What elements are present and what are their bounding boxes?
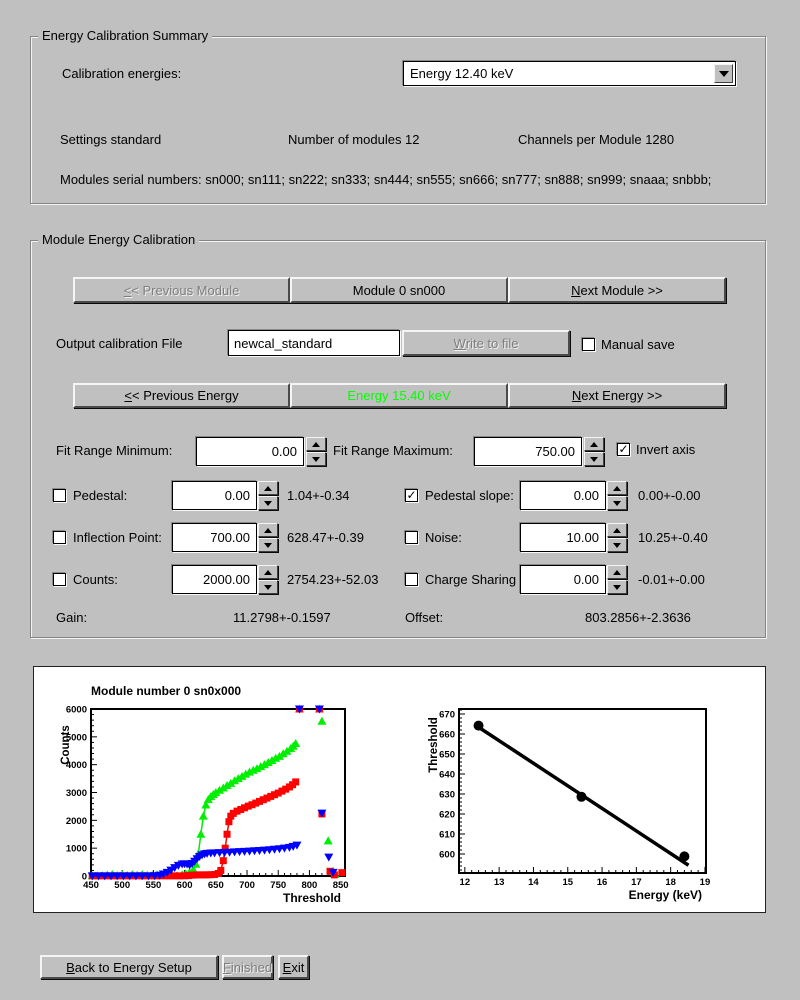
counts-label: Counts:: [73, 572, 118, 587]
svg-text:1000: 1000: [65, 843, 87, 855]
arrow-up-icon: [613, 486, 621, 491]
svg-text:16: 16: [596, 877, 608, 888]
energy-select-arrow-button[interactable]: [714, 64, 733, 83]
spin-up-button[interactable]: [258, 565, 278, 579]
back-to-energy-setup-button[interactable]: B ack to Energy Setup: [40, 955, 218, 979]
arrow-up-icon: [613, 528, 621, 533]
pedestal-slope-label: Pedestal slope:: [425, 488, 514, 503]
svg-text:15: 15: [562, 877, 574, 888]
inflection-label: Inflection Point:: [73, 530, 162, 545]
invert-axis-label: Invert axis: [636, 442, 696, 457]
current-energy-button[interactable]: Energy 15.40 keV: [290, 383, 508, 408]
spin-down-button[interactable]: [607, 496, 627, 510]
settings-label: Settings standard: [60, 132, 162, 147]
current-module-button[interactable]: Module 0 sn000: [290, 277, 508, 303]
svg-text:800: 800: [301, 880, 318, 891]
pedestal-label: Pedestal:: [73, 488, 128, 503]
calibration-energies-label: Calibration energies:: [62, 66, 182, 81]
spin-down-button[interactable]: [258, 538, 278, 552]
svg-text:Threshold: Threshold: [282, 891, 341, 905]
svg-text:Energy (keV): Energy (keV): [628, 888, 702, 902]
manual-save-label: Manual save: [601, 337, 675, 352]
left-plot-threshold-scan: [60, 684, 349, 905]
gain-label: Gain:: [56, 610, 88, 625]
spin-up-button[interactable]: [306, 437, 326, 451]
svg-text:610: 610: [439, 829, 455, 841]
noise-result: 10.25+-0.40: [638, 530, 708, 545]
svg-text:Counts: Counts: [60, 725, 72, 765]
charge-sharing-spinner: [607, 565, 627, 594]
gain-value: 11.2798+-0.1597: [233, 610, 331, 625]
svg-text:0: 0: [81, 871, 87, 883]
arrow-down-icon: [264, 501, 272, 506]
charge-sharing-label: Charge Sharing: [425, 572, 517, 587]
exit-button[interactable]: E xit: [278, 955, 309, 979]
spin-up-button[interactable]: [258, 523, 278, 537]
svg-text:5000: 5000: [65, 732, 87, 744]
manual-save-checkbox[interactable]: [582, 338, 595, 351]
svg-text:18: 18: [665, 877, 676, 888]
arrow-up-icon: [264, 528, 272, 533]
svg-text:600: 600: [176, 880, 193, 891]
spin-down-button[interactable]: [258, 580, 278, 594]
svg-text:2000: 2000: [65, 815, 87, 827]
next-energy-button[interactable]: N ext Energy >>: [508, 383, 726, 408]
spin-up-button[interactable]: [584, 437, 604, 451]
spin-up-button[interactable]: [258, 481, 278, 495]
svg-text:670: 670: [439, 709, 455, 721]
svg-text:13: 13: [493, 877, 505, 888]
inflection-spinner: [258, 523, 278, 552]
arrow-up-icon: [613, 570, 621, 575]
finished-button[interactable]: F inished: [222, 955, 273, 979]
energy-select[interactable]: [403, 61, 736, 86]
inflection-checkbox[interactable]: [53, 531, 66, 544]
output-file-label: Output calibration File: [56, 336, 183, 351]
svg-text:19: 19: [699, 877, 711, 888]
svg-text:6000: 6000: [65, 704, 87, 716]
svg-text:550: 550: [145, 880, 162, 891]
charge-sharing-checkbox[interactable]: [405, 573, 418, 586]
pedestal-slope-input[interactable]: [520, 481, 606, 510]
inflection-result: 628.47+-0.39: [287, 530, 364, 545]
output-file-input[interactable]: [228, 330, 400, 356]
write-to-file-button[interactable]: W rite to file: [402, 330, 570, 356]
num-modules-label: Number of modules 12: [288, 132, 420, 147]
pedestal-slope-spinner: [607, 481, 627, 510]
svg-text:660: 660: [439, 729, 455, 741]
svg-text:700: 700: [239, 880, 255, 891]
channels-per-module-label: Channels per Module 1280: [518, 132, 675, 147]
spin-down-button[interactable]: [258, 496, 278, 510]
noise-label: Noise:: [425, 530, 462, 545]
noise-spinner: [607, 523, 627, 552]
svg-text:14: 14: [528, 877, 539, 888]
noise-input[interactable]: [520, 523, 606, 552]
previous-energy-button[interactable]: < < Previous Energy: [73, 383, 290, 408]
svg-text:450: 450: [83, 880, 99, 891]
pedestal-spinner: [258, 481, 278, 510]
spin-up-button[interactable]: [607, 565, 627, 579]
spin-down-button[interactable]: [607, 580, 627, 594]
chevron-down-icon: [719, 71, 729, 77]
svg-text:630: 630: [439, 789, 455, 801]
charge-sharing-result: -0.01+-0.00: [638, 572, 705, 587]
spin-up-button[interactable]: [607, 523, 627, 537]
counts-input[interactable]: [172, 565, 257, 594]
serial-numbers-label: Modules serial numbers: sn000; sn111; sn222; sn333; sn444; sn555; sn666; sn777; sn888; sn999; snaaa; snbbb;: [60, 172, 712, 187]
fit-range-min-input[interactable]: [196, 437, 304, 466]
svg-text:Threshold: Threshold: [428, 717, 440, 773]
arrow-down-icon: [613, 543, 621, 548]
fit-range-max-label: Fit Range Maximum:: [333, 443, 453, 458]
arrow-down-icon: [264, 543, 272, 548]
svg-text:850: 850: [332, 880, 349, 891]
fit-range-min-spinner: [306, 437, 326, 466]
svg-text:12: 12: [459, 877, 471, 888]
plot-canvas: [33, 666, 766, 913]
svg-text:750: 750: [270, 880, 287, 891]
arrow-up-icon: [312, 442, 320, 447]
module-calibration-group-title: Module Energy Calibration: [38, 233, 199, 247]
arrow-down-icon: [590, 457, 598, 462]
right-plot-threshold-vs-energy: [428, 709, 710, 902]
arrow-up-icon: [264, 570, 272, 575]
arrow-up-icon: [264, 486, 272, 491]
energy-select-value: Energy 12.40 keV: [410, 66, 514, 81]
noise-checkbox[interactable]: [405, 531, 418, 544]
spin-up-button[interactable]: [607, 481, 627, 495]
plots-svg: [34, 667, 765, 912]
next-module-button[interactable]: N ext Module >>: [508, 277, 726, 303]
previous-module-button[interactable]: < < Previous Module: [73, 277, 290, 303]
pedestal-input[interactable]: [172, 481, 257, 510]
pedestal-checkbox[interactable]: [53, 489, 66, 502]
arrow-up-icon: [590, 442, 598, 447]
pedestal-slope-result: 0.00+-0.00: [638, 488, 701, 503]
spin-down-button[interactable]: [607, 538, 627, 552]
offset-value: 803.2856+-2.3636: [585, 610, 691, 625]
invert-axis-checkbox[interactable]: ✓: [618, 442, 629, 456]
offset-label: Offset:: [405, 610, 444, 625]
arrow-down-icon: [613, 501, 621, 506]
summary-group-title: Energy Calibration Summary: [38, 29, 212, 43]
spin-down-button[interactable]: [306, 452, 326, 466]
fit-range-max-input[interactable]: [474, 437, 582, 466]
arrow-down-icon: [264, 585, 272, 590]
arrow-down-icon: [312, 457, 320, 462]
svg-text:3000: 3000: [65, 788, 87, 799]
svg-text:650: 650: [207, 880, 224, 891]
svg-text:650: 650: [439, 749, 455, 761]
svg-text:600: 600: [439, 849, 455, 861]
spin-down-button[interactable]: [584, 452, 604, 466]
counts-spinner: [258, 565, 278, 594]
pedestal-result: 1.04+-0.34: [287, 488, 350, 503]
counts-result: 2754.23+-52.03: [287, 572, 379, 587]
svg-text:4000: 4000: [65, 760, 87, 772]
pedestal-slope-checkbox[interactable]: ✓: [406, 488, 417, 502]
svg-text:640: 640: [439, 769, 455, 781]
inflection-input[interactable]: [172, 523, 257, 552]
svg-text:17: 17: [631, 877, 642, 888]
svg-text:500: 500: [114, 880, 131, 891]
counts-checkbox[interactable]: [53, 573, 66, 586]
arrow-down-icon: [613, 585, 621, 590]
fit-range-max-spinner: [584, 437, 604, 466]
svg-text:620: 620: [439, 809, 455, 821]
svg-text:Module number 0 sn0x000: Module number 0 sn0x000: [91, 684, 242, 698]
charge-sharing-input[interactable]: [520, 565, 606, 594]
fit-range-min-label: Fit Range Minimum:: [56, 443, 173, 458]
